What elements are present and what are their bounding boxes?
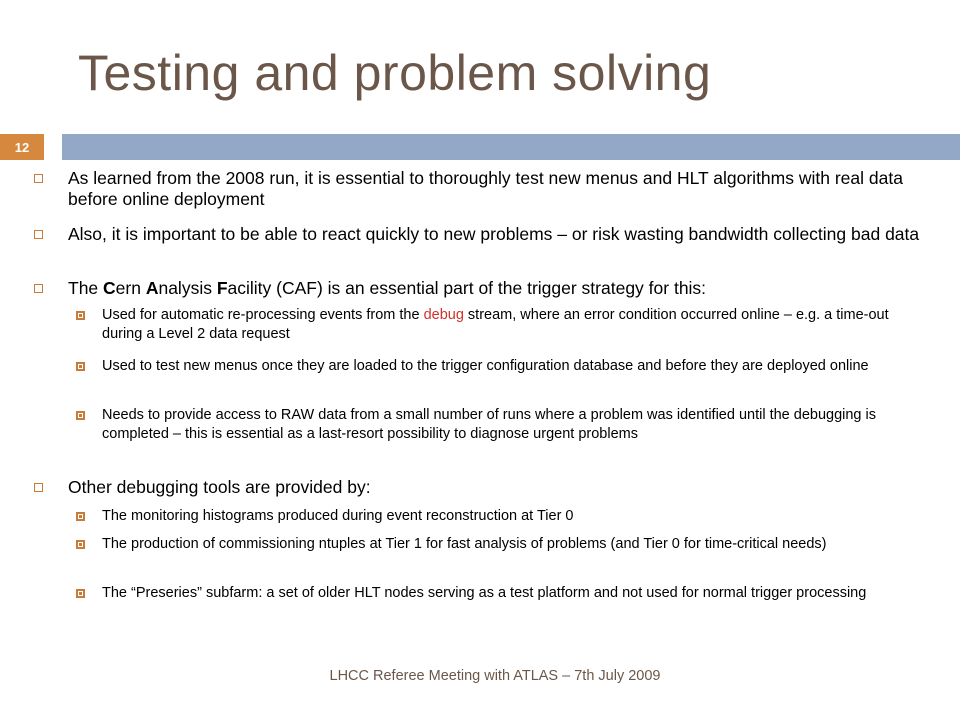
bullet-3 xyxy=(68,278,928,299)
bullet-3-3-text: Needs to provide access to RAW data from a small number of runs where a problem was identified until the debugging is completed – this is essential as a last-resort possibility to diagnose urgent problems xyxy=(102,407,876,442)
filled-square-bullet-icon xyxy=(76,311,85,320)
bullet-3-2-text: Used to test new menus once they are loaded to the trigger configuration database and before they are deployed online xyxy=(102,358,869,374)
square-bullet-icon xyxy=(34,230,43,239)
bullet-3-2 xyxy=(102,357,922,376)
square-bullet-icon xyxy=(34,483,43,492)
bullet-2 xyxy=(68,224,928,245)
slide-footer: LHCC Referee Meeting with ATLAS – 7th July 2009 xyxy=(329,668,661,684)
filled-square-bullet-icon xyxy=(76,540,85,549)
bullet-3-1-text: Used for automatic re-processing events from the debug stream, where an error condition occurred online – e.g. a time-out during a Level 2 data request xyxy=(102,307,889,342)
filled-square-bullet-icon xyxy=(76,411,85,420)
bullet-2-text: Also, it is important to be able to react quickly to new problems – or risk wasting bandwidth collecting bad data xyxy=(68,224,920,244)
bullet-4-3 xyxy=(102,584,922,603)
filled-square-bullet-icon xyxy=(76,362,85,371)
bullet-4-2 xyxy=(102,535,922,554)
bullet-4-text: Other debugging tools are provided by: xyxy=(68,477,371,497)
bullet-4-1 xyxy=(102,507,922,526)
square-bullet-icon xyxy=(34,174,43,183)
bullet-3-1 xyxy=(102,306,922,344)
square-bullet-icon xyxy=(34,284,43,293)
bullet-3-3 xyxy=(102,406,922,444)
bullet-4-3-text: The “Preseries” subfarm: a set of older HLT nodes serving as a test platform and not used for normal trigger processing xyxy=(102,585,867,601)
bullet-4-2-text: The production of commissioning ntuples at Tier 1 for fast analysis of problems (and Tier 0 for time-critical needs) xyxy=(102,536,827,552)
bullet-1 xyxy=(68,168,928,210)
filled-square-bullet-icon xyxy=(76,512,85,521)
bullet-3-text: The Cern Analysis Facility (CAF) is an essential part of the trigger strategy for this: xyxy=(68,278,707,298)
header-bar xyxy=(62,134,960,160)
filled-square-bullet-icon xyxy=(76,589,85,598)
slide-title: Testing and problem solving xyxy=(78,45,712,101)
bullet-4 xyxy=(68,477,928,498)
bullet-4-1-text: The monitoring histograms produced during event reconstruction at Tier 0 xyxy=(102,508,574,524)
page-number-badge: 12 xyxy=(0,134,44,160)
bullet-1-text: As learned from the 2008 run, it is essential to thoroughly test new menus and HLT algorithms with real data before online deployment xyxy=(68,168,903,209)
